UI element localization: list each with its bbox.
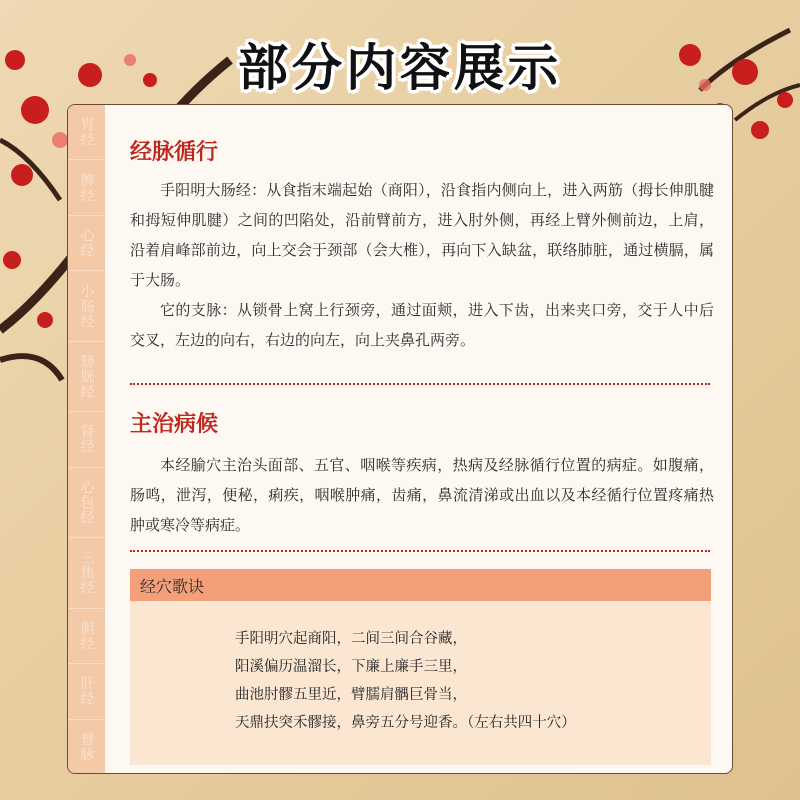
side-tab[interactable]: 心经 xyxy=(68,216,105,271)
indications-paragraph: 本经腧穴主治头面部、五官、咽喉等疾病，热病及经脉循行位置的病症。如腹痛，肠鸣，泄泻，便秘，痢疾，咽喉肿痛，齿痛，鼻流清涕或出血以及本经循行位置疼痛热肿或寒冷等病症。 xyxy=(130,456,714,534)
side-tab[interactable]: 胃经 xyxy=(68,105,105,160)
song-line: 阳溪偏历温溜长，下廉上廉手三里， xyxy=(235,659,467,675)
side-tab[interactable]: 心包经 xyxy=(68,468,105,538)
side-tab[interactable]: 肾经 xyxy=(68,412,105,467)
side-tab[interactable]: 胆经 xyxy=(68,609,105,664)
acupoint-song-header xyxy=(130,569,711,601)
side-tab[interactable]: 脾经 xyxy=(68,160,105,215)
song-line: 手阳明穴起商阳，二间三间合谷藏， xyxy=(235,631,467,647)
side-tab[interactable]: 肝经 xyxy=(68,664,105,719)
section-title-meridian-path: 经脉循行 xyxy=(130,139,219,165)
acupoint-song-lines xyxy=(235,625,695,737)
song-line: 天鼎扶突禾髎接，鼻旁五分号迎香。（左右共四十穴） xyxy=(235,715,576,731)
meridian-path-paragraph: 手阳明大肠经：从食指末端起始（商阳），沿食指内侧向上，进入两筋（拇长伸肌腱和拇短伸肌腱）之间的凹陷处，沿前臂前方，进入肘外侧，再经上臂外侧前边，上肩，沿着肩峰部前边，向上交会于颈部（会大椎），再向下入缺盆，联络肺脏，通过横膈，属于大肠。 xyxy=(130,181,714,289)
section-divider xyxy=(130,550,710,552)
branch-paragraph: 它的支脉：从锁骨上窝上行颈旁，通过面颊，进入下齿，出来夹口旁，交于人中后交叉，左边的向右，右边的向左，向上夹鼻孔两旁。 xyxy=(130,301,714,349)
content-card xyxy=(67,104,733,774)
side-tab[interactable]: 小肠经 xyxy=(68,271,105,341)
side-tab[interactable]: 三焦经 xyxy=(68,538,105,608)
side-tabs xyxy=(68,105,105,774)
side-tab[interactable]: 膀胱经 xyxy=(68,342,105,412)
acupoint-song-title: 经穴歌诀 xyxy=(140,577,205,596)
acupoint-song-box xyxy=(130,569,711,765)
side-tab[interactable]: 督脉 xyxy=(68,720,105,774)
section-divider xyxy=(130,383,710,385)
title-bar xyxy=(0,24,800,104)
section-title-indications: 主治病候 xyxy=(130,411,219,437)
song-line: 曲池肘髎五里近，臂臑肩髃巨骨当， xyxy=(235,687,467,703)
page-title: 部分内容展示 xyxy=(238,39,562,97)
